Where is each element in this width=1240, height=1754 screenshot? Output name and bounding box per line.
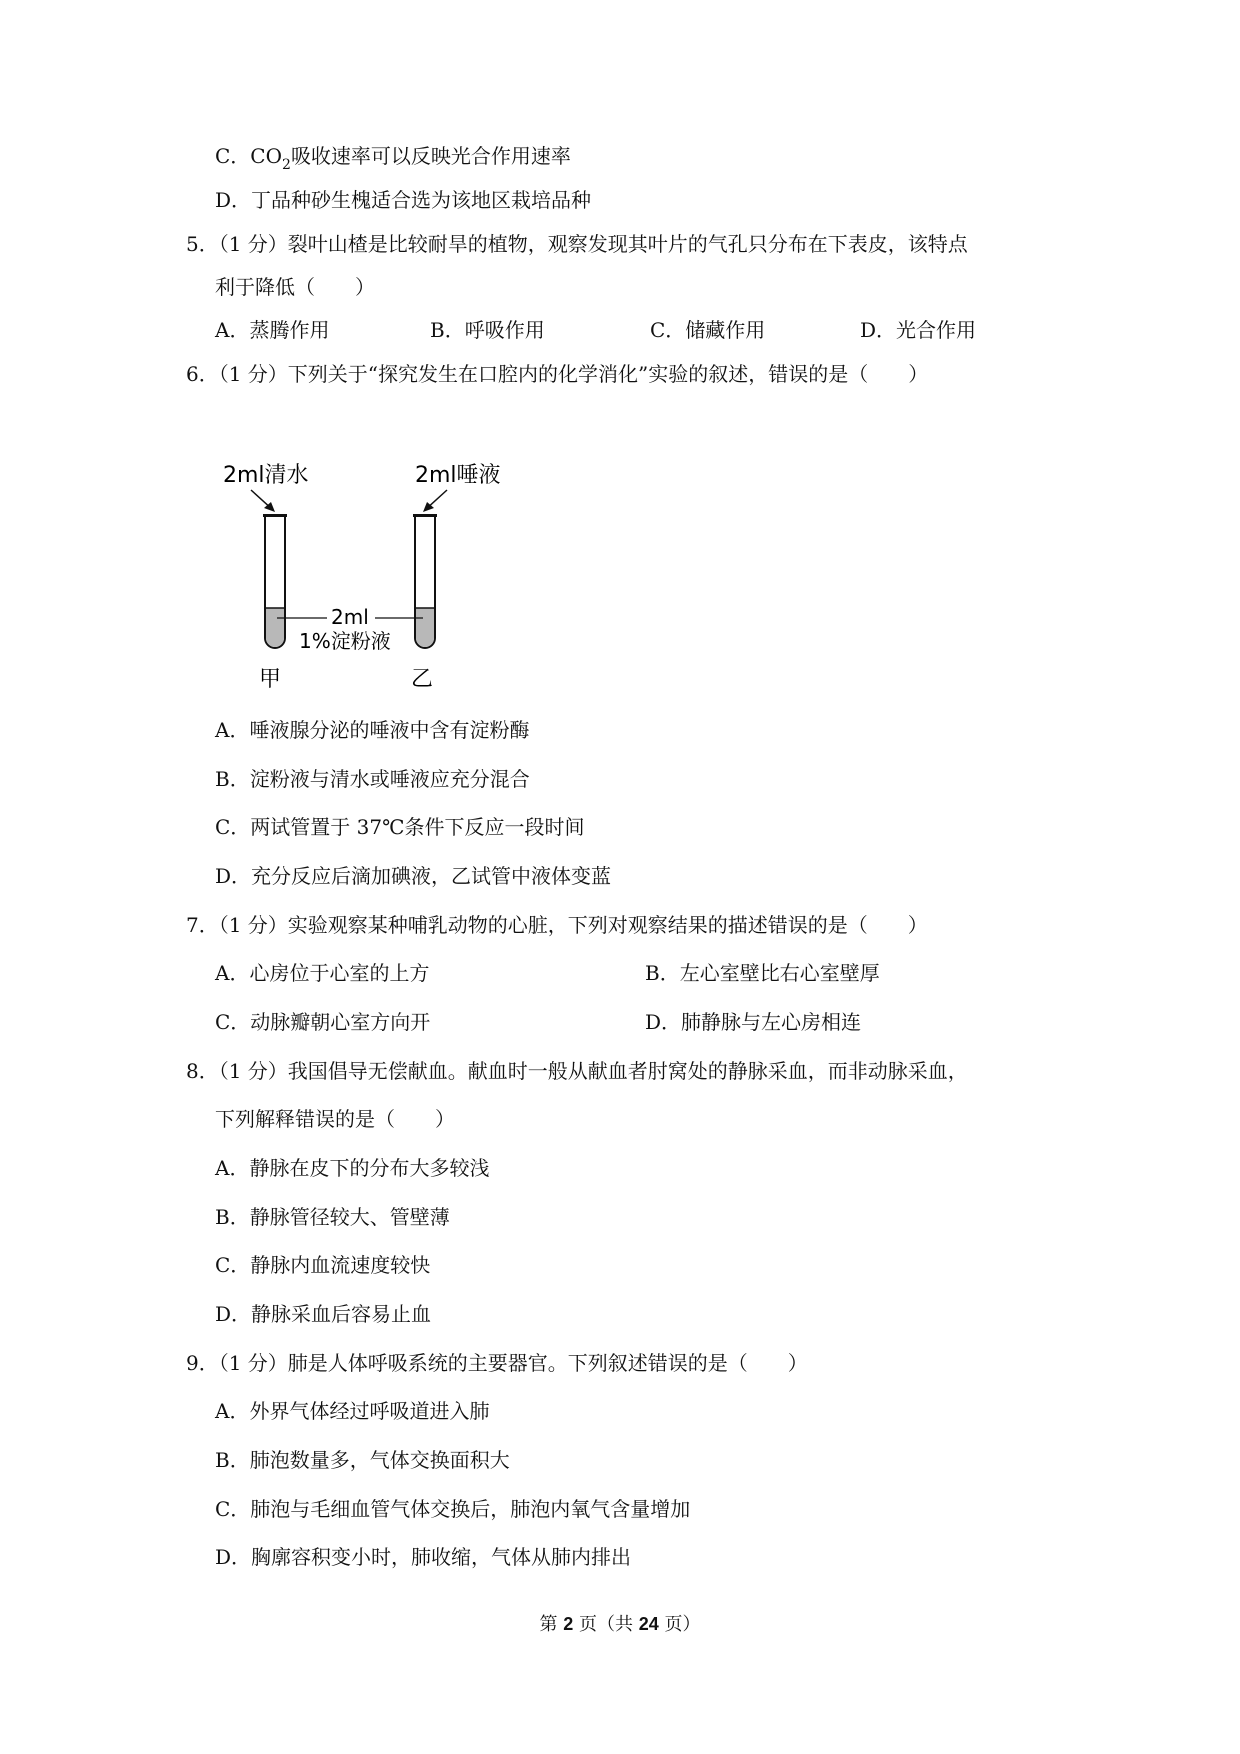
q5-stem-line2: 利于降低（ ）: [215, 275, 375, 299]
q8-stem-line1: 8．（1 分）我国倡导无偿献血。献血时一般从献血者肘窝处的静脉采血，而非动脉采血，: [186, 1059, 968, 1083]
q9-option-d: D．胸廓容积变小时，肺收缩，气体从肺内排出: [215, 1545, 632, 1569]
q5-option-b: B．呼吸作用: [430, 318, 545, 342]
page-total: 24: [638, 1614, 659, 1634]
q6-option-a: A．唾液腺分泌的唾液中含有淀粉酶: [215, 718, 530, 742]
test-tube-jia: [263, 514, 287, 648]
label-jia: 甲: [259, 667, 282, 692]
label-yi: 乙: [411, 667, 434, 692]
page-footer: 第 2 页（共 24 页）: [539, 1614, 701, 1635]
q6-stem: 6．（1 分）下列关于“探究发生在口腔内的化学消化”实验的叙述，错误的是（ ）: [186, 362, 929, 386]
q6-option-d: D．充分反应后滴加碘液，乙试管中液体变蓝: [215, 864, 612, 888]
q7-option-d: D．肺静脉与左心房相连: [645, 1010, 862, 1034]
q5-option-d: D．光合作用: [860, 318, 977, 342]
test-tube-figure: [215, 450, 515, 695]
q5-option-c: C．储藏作用: [650, 318, 766, 342]
q9-option-b: B．肺泡数量多，气体交换面积大: [215, 1448, 510, 1472]
q9-option-a: A．外界气体经过呼吸道进入肺: [215, 1399, 490, 1423]
q8-option-c: C．静脉内血流速度较快: [215, 1253, 431, 1277]
label-starch-solution: 1%淀粉液: [299, 629, 391, 653]
label-2ml-water: 2ml清水: [223, 463, 309, 488]
q4-option-d: D．丁品种砂生槐适合选为该地区栽培品种: [215, 188, 592, 212]
q4-option-c: C．$CO_2$吸收速率可以反映光合作用速率: [215, 144, 571, 173]
q7-option-c: C．动脉瓣朝心室方向开: [215, 1010, 431, 1034]
q6-option-b: B．淀粉液与清水或唾液应充分混合: [215, 767, 530, 791]
q8-option-a: A．静脉在皮下的分布大多较浅: [215, 1156, 490, 1180]
q9-stem: 9．（1 分）肺是人体呼吸系统的主要器官。下列叙述错误的是（ ）: [186, 1351, 808, 1375]
label-2ml-saliva: 2ml唾液: [415, 463, 501, 488]
q8-stem-line2: 下列解释错误的是（ ）: [215, 1107, 455, 1131]
q8-option-b: B．静脉管径较大、管壁薄: [215, 1205, 450, 1229]
page-number: 2: [563, 1614, 574, 1634]
label-2ml: 2ml: [331, 605, 369, 629]
q7-option-b: B．左心室壁比右心室壁厚: [645, 961, 880, 985]
q9-option-c: C．肺泡与毛细血管气体交换后，肺泡内氧气含量增加: [215, 1497, 691, 1521]
q8-option-d: D．静脉采血后容易止血: [215, 1302, 432, 1326]
q7-stem: 7．（1 分）实验观察某种哺乳动物的心脏，下列对观察结果的描述错误的是（ ）: [186, 913, 928, 937]
q6-option-c: C．两试管置于 37℃条件下反应一段时间: [215, 815, 585, 839]
q5-stem-line1: 5．（1 分）裂叶山楂是比较耐旱的植物，观察发现其叶片的气孔只分布在下表皮，该特点: [186, 232, 968, 256]
test-tube-yi: [413, 514, 437, 648]
q7-option-a: A．心房位于心室的上方: [215, 961, 430, 985]
q5-option-a: A．蒸腾作用: [215, 318, 330, 342]
